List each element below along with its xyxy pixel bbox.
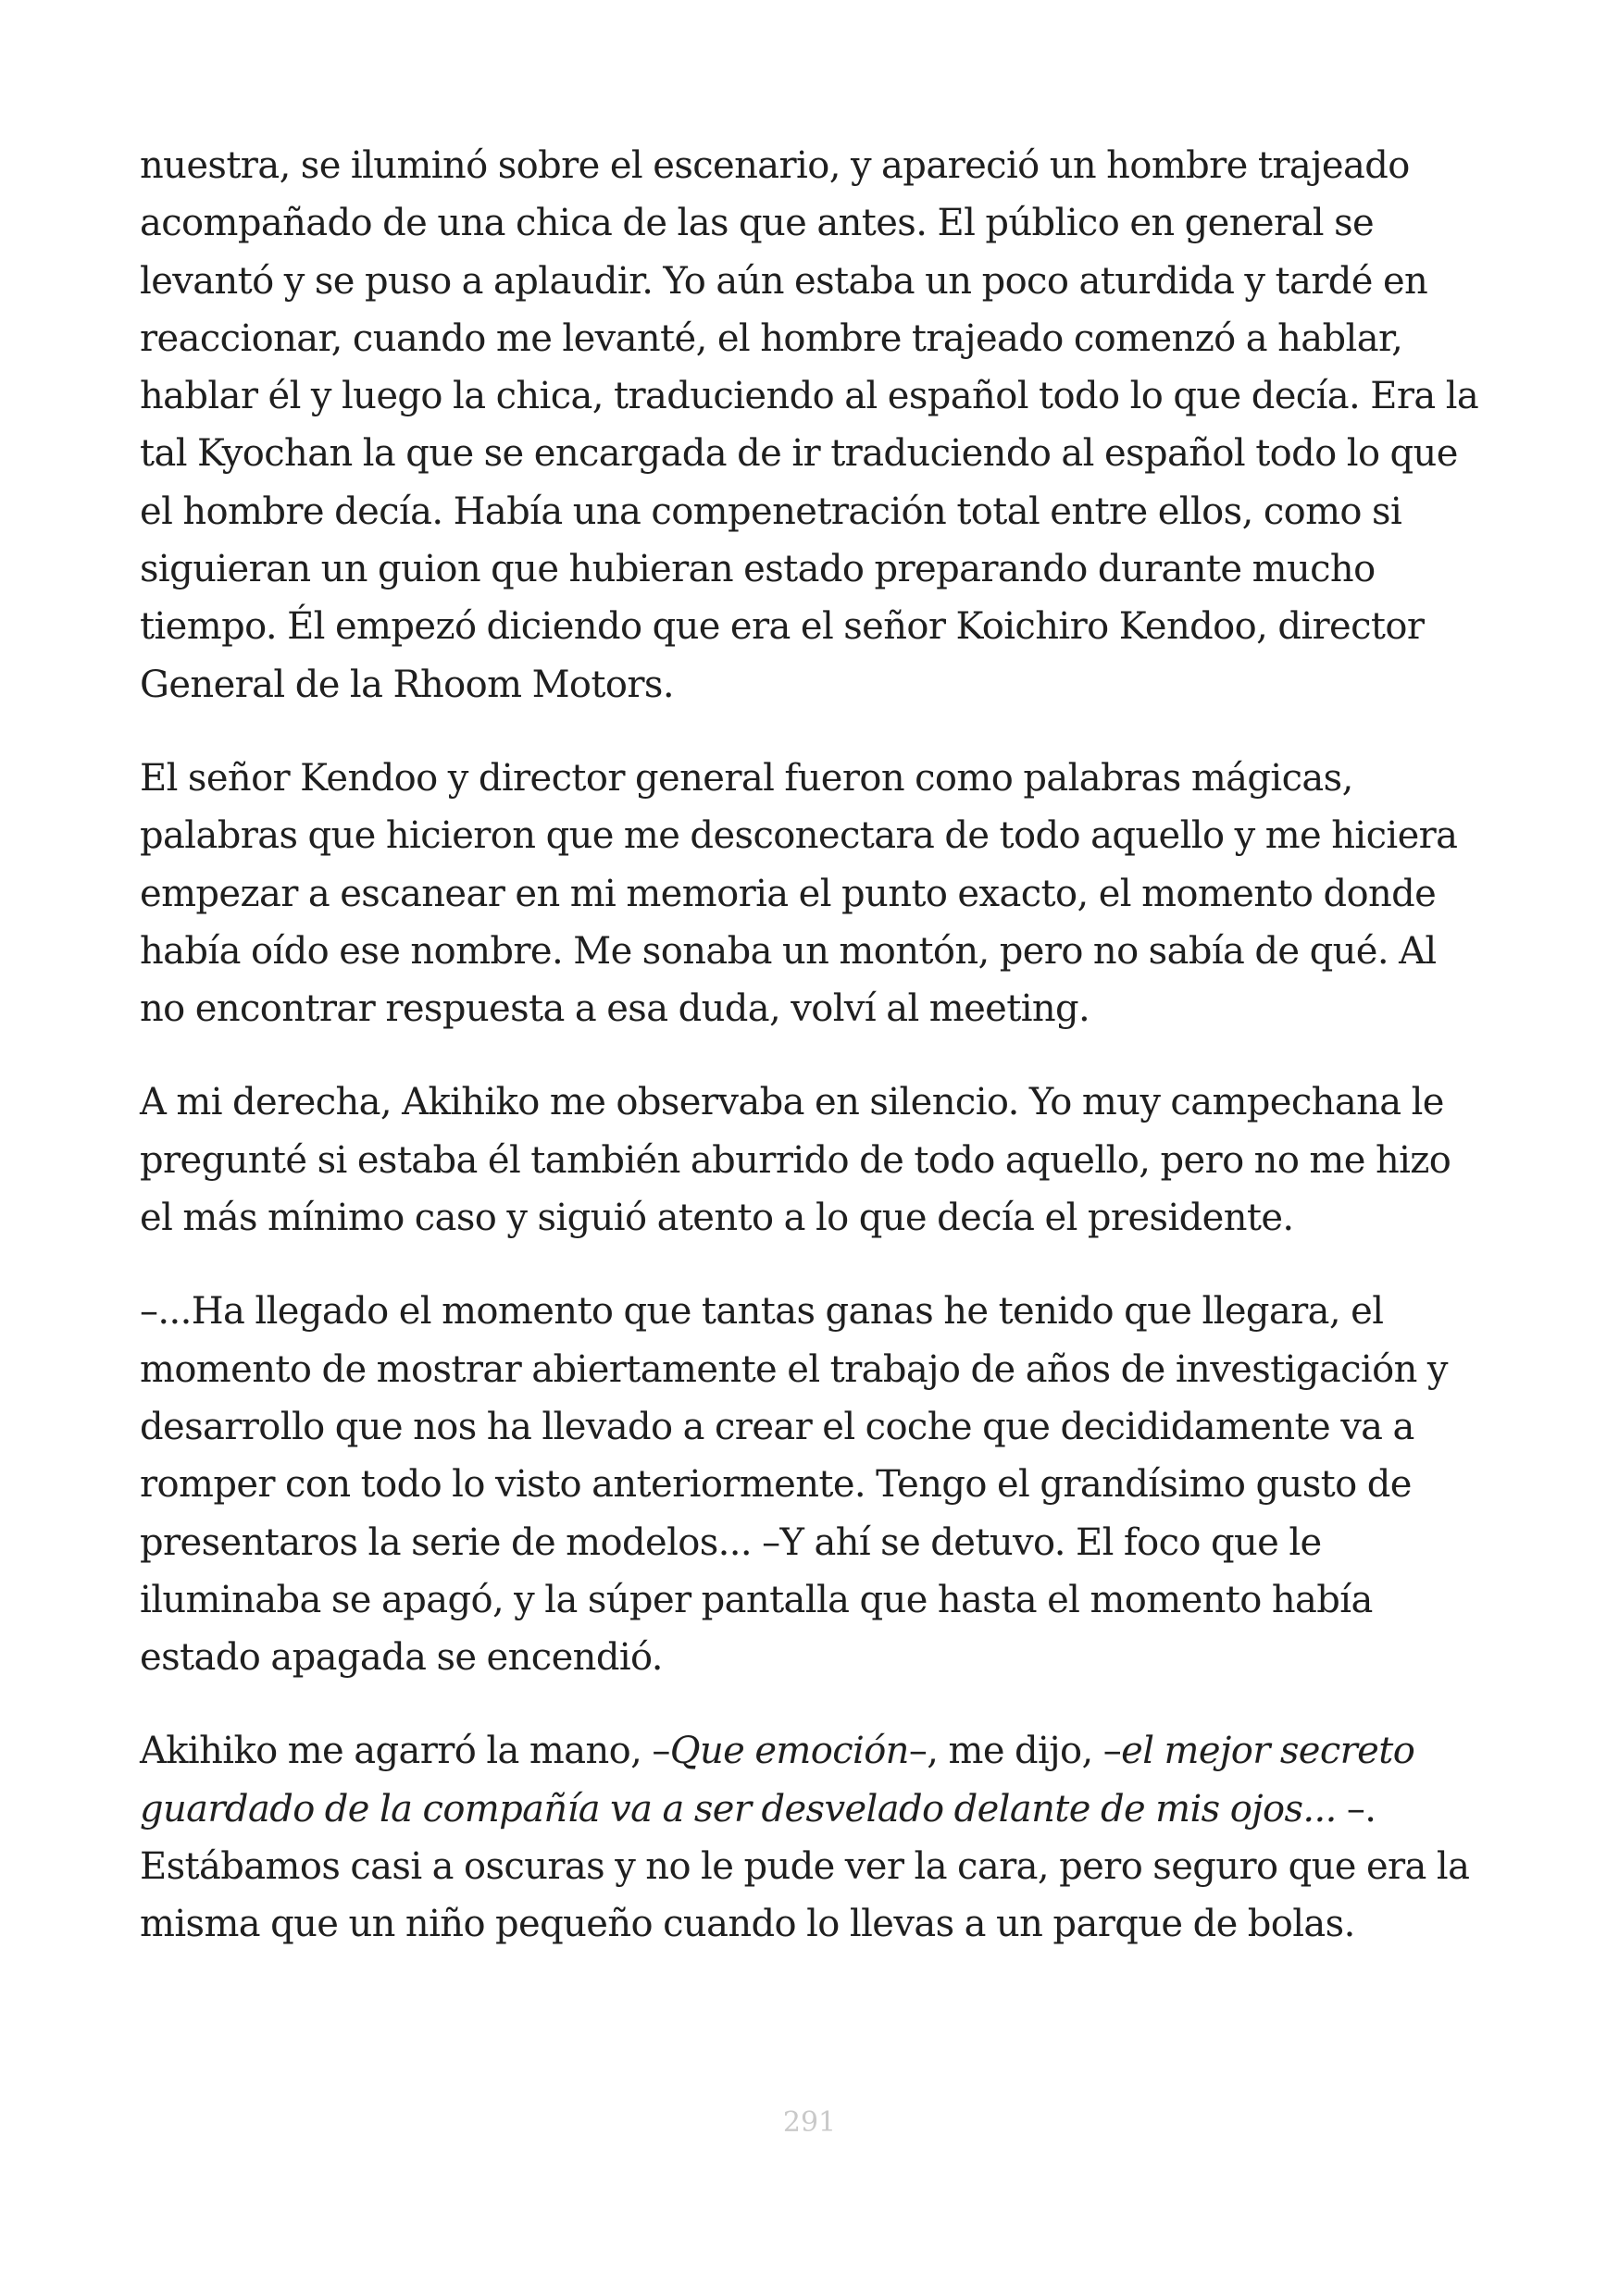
paragraph-text: –. Estábamos casi a oscuras y no le pude ver la cara, pero seguro que era la misma que un niño pequeño cuando lo llevas a un parque de bolas. — [140, 1787, 1470, 1946]
paragraph-text: –, me dijo, – — [908, 1730, 1122, 1773]
book-page-body — [140, 137, 1491, 1954]
paragraph-text: nuestra, se iluminó sobre el escenario, y apareció un hombre trajeado acompañado de una chica de las que antes. El público en general se levantó y se puso a aplaudir. Yo aún estaba un poco aturdida y tardé en reaccionar, cuando me levanté, el hombre trajeado comenzó a hablar, hablar él y luego la chica, traduciendo al español todo lo que decía. Era la tal Kyochan la que se encargada de ir traduciendo al español todo lo que el hombre decía. Había una compenetración total entre ellos, como si siguieran un guion que hubieran estado preparando durante mucho tiempo. Él empezó diciendo que era el señor Koichiro Kendoo, director General de la Rhoom Motors. — [140, 144, 1479, 706]
page-number: 291 — [782, 2106, 837, 2139]
paragraph-text: –...Ha llegado el momento que tantas ganas he tenido que llegara, el momento de mostrar abiertamente el trabajo de años de investigación y desarrollo que nos ha llevado a crear el coche que decididamente va a romper con todo lo visto anteriormente. Tengo el grandísimo gusto de presentaros la serie de modelos... –Y ahí se detuvo. El foco que le iluminaba se apagó, y la súper pantalla que hasta el momento había estado apagada se encendió. — [140, 1290, 1448, 1680]
paragraph — [140, 1722, 1491, 1953]
paragraph-text: A mi derecha, Akihiko me observaba en silencio. Yo muy campechana le pregunté si estaba él también aburrido de todo aquello, pero no me hizo el más mínimo caso y siguió atento a lo que decía el presidente. — [140, 1081, 1451, 1240]
italic-dialogue: el mejor secreto guardado de la compañía va a ser desvelado delante de mis ojos... — [140, 1730, 1415, 1831]
paragraph-text: Akihiko me agarró la mano, – — [140, 1730, 670, 1773]
paragraph — [140, 1283, 1491, 1686]
paragraph — [140, 137, 1491, 714]
paragraph-text: El señor Kendoo y director general fueron como palabras mágicas, palabras que hicieron que me desconectara de todo aquello y me hiciera empezar a escanear en mi memoria el punto exacto, el momento donde había oído ese nombre. Me sonaba un montón, pero no sabía de qué. Al no encontrar respuesta a esa duda, volví al meeting. — [140, 756, 1458, 1031]
italic-dialogue: Que emoción — [669, 1730, 909, 1773]
paragraph — [140, 1074, 1491, 1247]
paragraph — [140, 750, 1491, 1037]
